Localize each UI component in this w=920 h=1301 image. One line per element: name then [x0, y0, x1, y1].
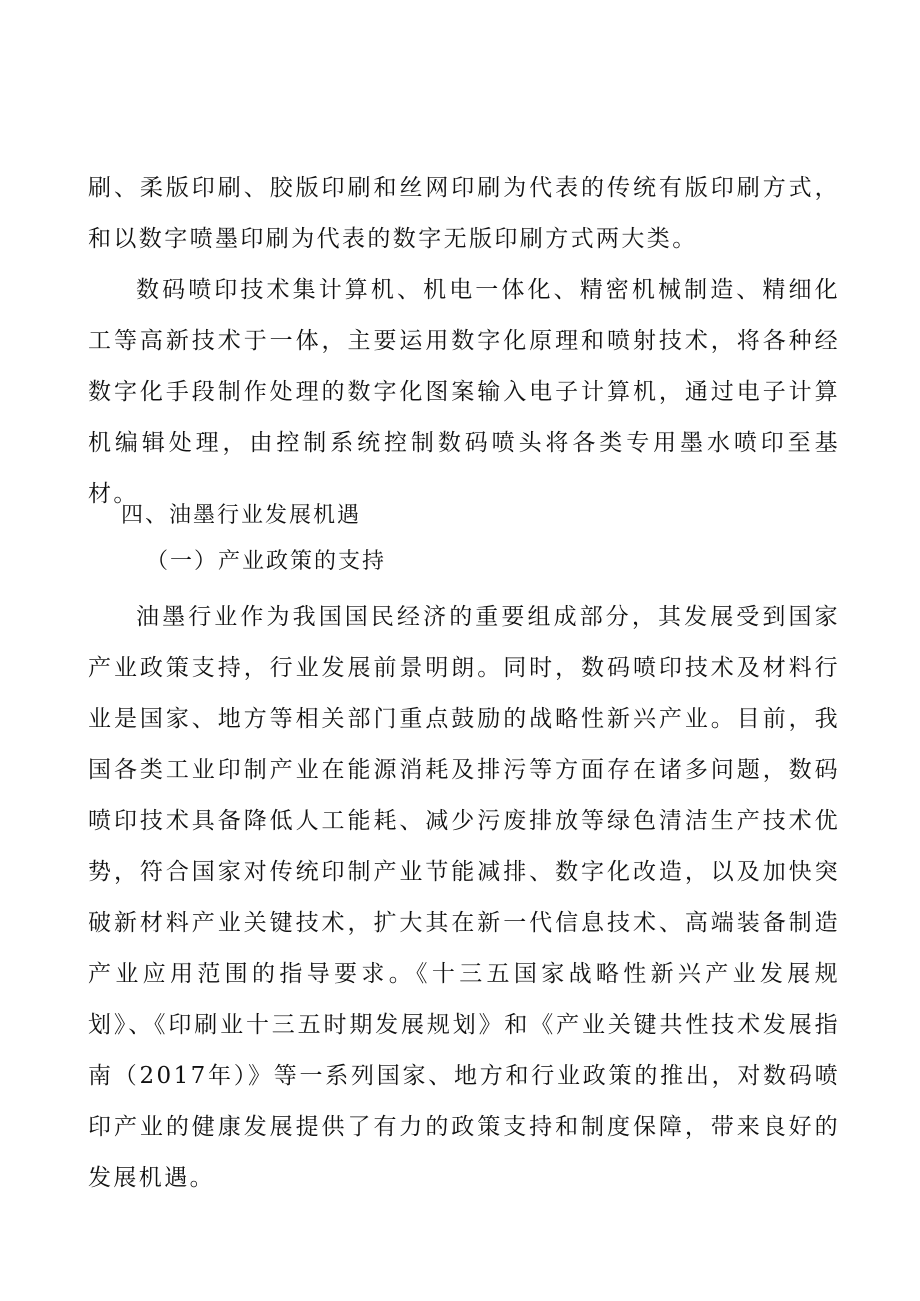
section-heading: 四、油墨行业发展机遇 [121, 503, 362, 528]
paragraph-continuation: 刷、柔版印刷、胶版印刷和丝网印刷为代表的传统有版印刷方式，和以数字喷墨印刷为代表的数字无版印刷方式两大类。 [88, 175, 840, 252]
paragraph-digital-printing: 数码喷印技术集计算机、机电一体化、精密机械制造、精细化工等高新技术于一体，主要运用数字化原理和喷射技术，将各种经数字化手段制作处理的数字化图案输入电子计算机，通过电子计算机编辑处理，由控制系统控制数码喷头将各类专用墨水喷印至基材。 [88, 277, 840, 507]
paragraph-policy: 油墨行业作为我国国民经济的重要组成部分，其发展受到国家产业政策支持，行业发展前景明朗。同时，数码喷印技术及材料行业是国家、地方等相关部门重点鼓励的战略性新兴产业。目前，我国各类工业印制产业在能源消耗及排污等方面存在诸多问题，数码喷印技术具备降低人工能耗、减少污废排放等绿色清洁生产技术优势，符合国家对传统印制产业节能减排、数字化改造，以及加快突破新材料产业关键技术，扩大其在新一代信息技术、高端装备制造产业应用范围的指导要求。《十三五国家战略性新兴产业发展规划》、《印刷业十三五时期发展规划》和《产业关键共性技术发展指南（2017年）》等一系列国家、地方和行业政策的推出，对数码喷印产业的健康发展提供了有力的政策支持和制度保障，带来良好的发展机遇。 [88, 604, 840, 1191]
subsection-heading: （一）产业政策的支持 [146, 549, 387, 574]
